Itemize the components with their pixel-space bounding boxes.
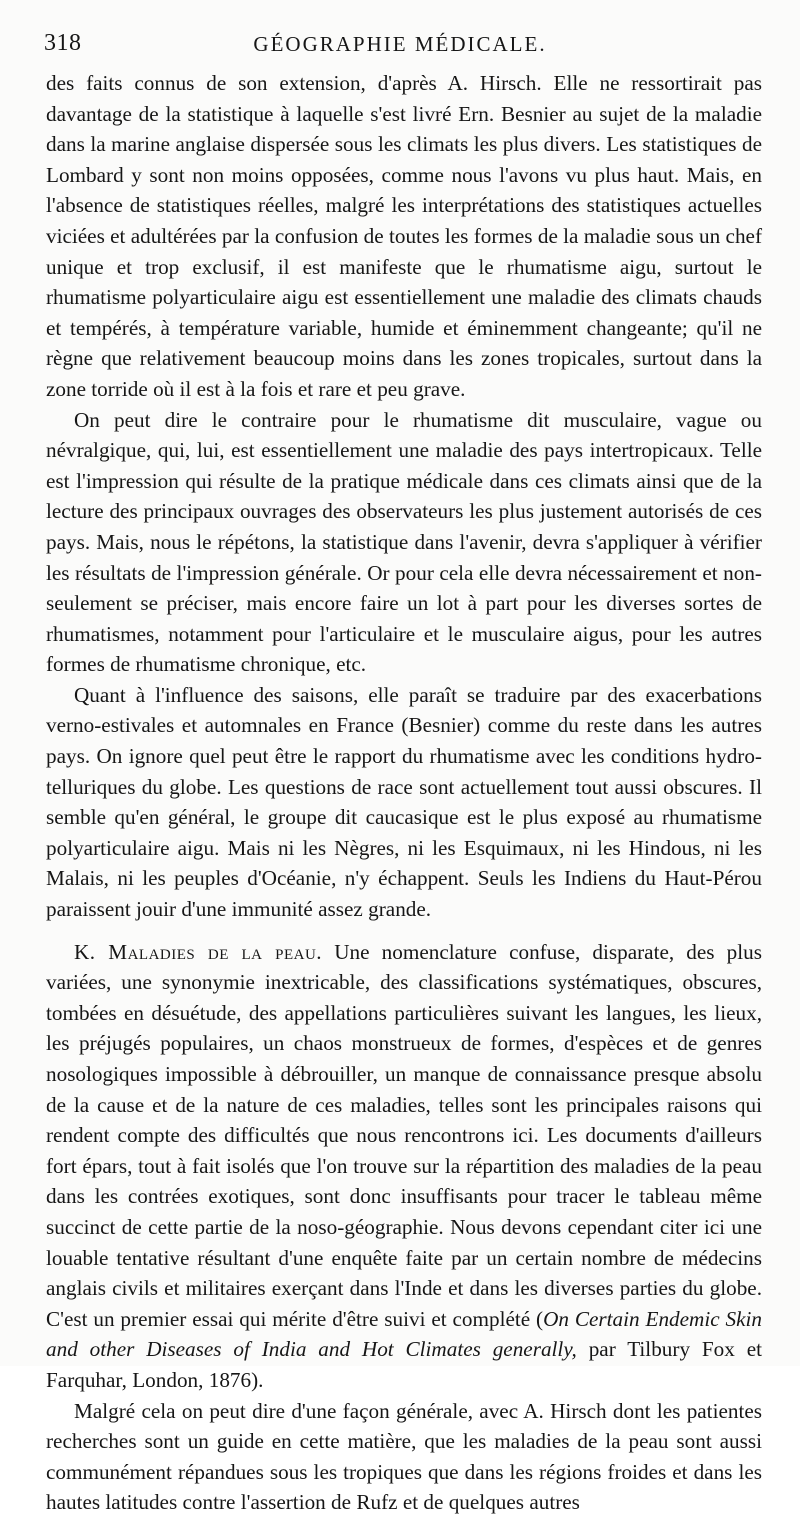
paragraph-maladies-peau-text: Une nomenclature confuse, disparate, des plus variées, une synonymie inextricable, des classifications systématiques, obscures, tombées en désuétude, des appellations particulières suivant les langues, les lieux, les préjugés populaires, un chaos monstrueux de formes, d'espèces et de genres nosologiques impossible à débrouiller, un manque de connaissance presque absolu de la cause et de la nature de ces maladies, telles sont les principales raisons qui rendent compte des difficultés que nous rencontrons ici. Les documents d'ailleurs fort épars, tout à fait isolés que l'on trouve sur la répartition des maladies de la peau dans les contrées exotiques, sont donc insuffisants pour tracer le tableau même succinct de cette partie de la noso-géographie. Nous devons cependant citer ici une louable tentative résultant d'une enquête faite par un certain nombre de médecins anglais civils et militaires exerçant dans l'Inde et dans les diverses parties du globe. C'est un premier essai qui mérite d'être suivi et complété (: [46, 939, 763, 1331]
section-title: K. Maladies de la peau.: [74, 939, 323, 964]
paragraph-rhumatisme-musculaire: On peut dire le contraire pour le rhumatisme dit musculaire, vague ou névralgique, qui, lui, est essentiellement une maladie des pays intertropicaux. Telle est l'impression qui résulte de la pratique médicale dans ces climats ainsi que de la lecture des principaux ouvrages des observateurs les plus justement autorisés de ces pays. Mais, nous le répétons, la statistique dans l'avenir, devra s'appliquer à vérifier les résultats de l'impression générale. Or pour cela elle devra nécessairement et non-seulement se préciser, mais encore faire un lot à part pour les diverses sortes de rhumatismes, notamment pour l'articulaire et le musculaire aigus, pour les autres formes de rhumatisme chronique, etc.: [46, 407, 762, 677]
paragraph-maladies-peau: [46, 937, 762, 1396]
paragraph-rhumatisme-aigu: des faits connus de son extension, d'après A. Hirsch. Elle ne ressortirait pas davantage de la statistique à laquelle s'est livré Ern. Besnier au sujet de la maladie dans la marine anglaise dispersée sous les climats les plus divers. Les statistiques de Lombard y sont non moins opposées, comme nous l'avons vu plus haut. Mais, en l'absence de statistiques réelles, malgré les interprétations des statistiques actuelles viciées et adultérées par la confusion de toutes les formes de la maladie sous un chef unique et trop exclusif, il est manifeste que le rhumatisme aigu, surtout le rhumatisme polyarticulaire aigu est essentiellement une maladie des climats chauds et tempérés, à température variable, humide et éminemment changeante; qu'il ne règne que relativement beaucoup moins dans les zones tropicales, surtout dans la zone torride où il est à la fois et rare et peu grave.: [46, 71, 762, 401]
body-text: [46, 68, 762, 1518]
paragraph-influence-saisons: Quant à l'influence des saisons, elle paraît se traduire par des exacerbations verno-estivales et automnales en France (Besnier) comme du reste dans les autres pays. On ignore quel peut être le rapport du rhumatisme avec les conditions hydro-telluriques du globe. Les questions de race sont actuellement tout aussi obscures. Il semble qu'en général, le groupe dit caucasique est le plus exposé au rhumatisme polyarticulaire aigu. Mais ni les Nègres, ni les Esquimaux, ni les Hindous, ni les Malais, ni les peuples d'Océanie, n'y échappent. Seuls les Indiens du Haut-Pérou paraissent jouir d'une immunité assez grande.: [46, 682, 762, 922]
cited-book-title: On Certain Endemic Skin and other Diseases of India and Hot Climates generally,: [46, 1306, 762, 1362]
page-number: 318: [44, 30, 82, 56]
page-heading: GÉOGRAPHIE MÉDICALE.: [253, 32, 547, 56]
paragraph-malgre-cela: Malgré cela on peut dire d'une façon générale, avec A. Hirsch dont les patientes recherches sont un guide en cette matière, que les maladies de la peau sont aussi communément répandues sous les tropiques que dans les régions froides et dans les hautes latitudes contre l'assertion de Rufz et de quelques autres: [46, 1398, 762, 1515]
running-head: [44, 26, 756, 56]
paragraph-maladies-peau-citation: par Tilbury Fox et Farquhar, London, 1876).: [46, 1337, 762, 1392]
